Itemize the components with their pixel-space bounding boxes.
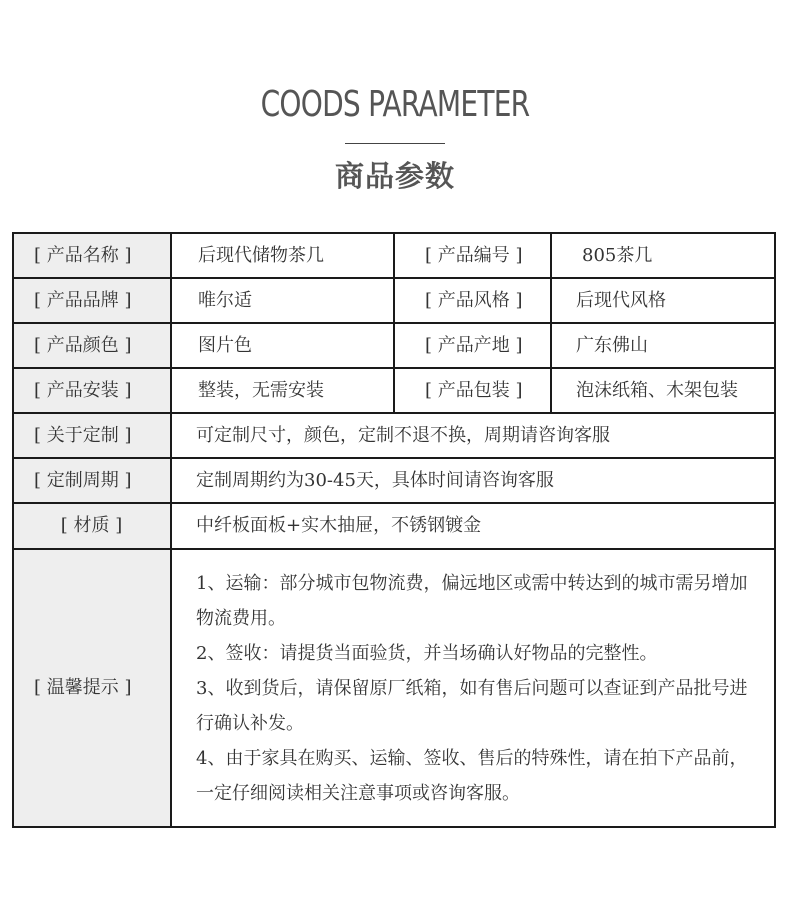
label-custom-period: [ 定制周期 ] [13, 458, 171, 503]
tip-read-notice: 4、由于家具在购买、运输、签收、售后的特殊性，请在拍下产品前，一定仔细阅读相关注意事项或咨询客服。 [196, 747, 748, 804]
label-package: [ 产品包装 ] [394, 368, 551, 413]
table-row [13, 503, 775, 549]
tip-after-sales: 3、收到货后，请保留原厂纸箱，如有售后问题可以查证到产品批号进行确认补发。 [196, 677, 748, 734]
value-brand: 唯尔适 [171, 278, 394, 323]
label-brand: [ 产品品牌 ] [13, 278, 171, 323]
value-customization: 可定制尺寸，颜色，定制不退不换，周期请咨询客服 [171, 413, 775, 458]
label-origin: [ 产品产地 ] [394, 323, 551, 368]
label-product-name: [ 产品名称 ] [13, 233, 171, 278]
value-material: 中纤板面板+实木抽屉，不锈钢镀金 [171, 503, 775, 549]
value-style: 后现代风格 [551, 278, 775, 323]
label-color: [ 产品颜色 ] [13, 323, 171, 368]
value-origin: 广东佛山 [551, 323, 775, 368]
value-package: 泡沫纸箱、木架包装 [551, 368, 775, 413]
label-tips: [ 温馨提示 ] [13, 549, 171, 827]
table-row [13, 233, 775, 278]
label-product-code: [ 产品编号 ] [394, 233, 551, 278]
table-row [13, 368, 775, 413]
label-material: [ 材质 ] [13, 503, 171, 549]
table-row [13, 323, 775, 368]
label-style: [ 产品风格 ] [394, 278, 551, 323]
value-custom-period: 定制周期约为30-45天，具体时间请咨询客服 [171, 458, 775, 503]
tip-signing: 2、签收：请提货当面验货，并当场确认好物品的完整性。 [196, 642, 658, 664]
heading-divider [345, 143, 445, 144]
value-product-code: 805茶几 [551, 233, 775, 278]
parameter-table [12, 232, 776, 828]
table-row [13, 458, 775, 503]
value-color: 图片色 [171, 323, 394, 368]
label-customization: [ 关于定制 ] [13, 413, 171, 458]
table-row [13, 278, 775, 323]
heading-english: COODS PARAMETER [260, 84, 530, 125]
heading-chinese: 商品参数 [334, 159, 455, 193]
table-row [13, 413, 775, 458]
table-row [13, 549, 775, 827]
tip-shipping: 1、运输：部分城市包物流费，偏远地区或需中转达到的城市需另增加物流费用。 [196, 572, 748, 629]
value-install: 整装，无需安装 [171, 368, 394, 413]
label-install: [ 产品安装 ] [13, 368, 171, 413]
value-product-name: 后现代储物茶几 [171, 233, 394, 278]
value-tips [171, 549, 775, 827]
